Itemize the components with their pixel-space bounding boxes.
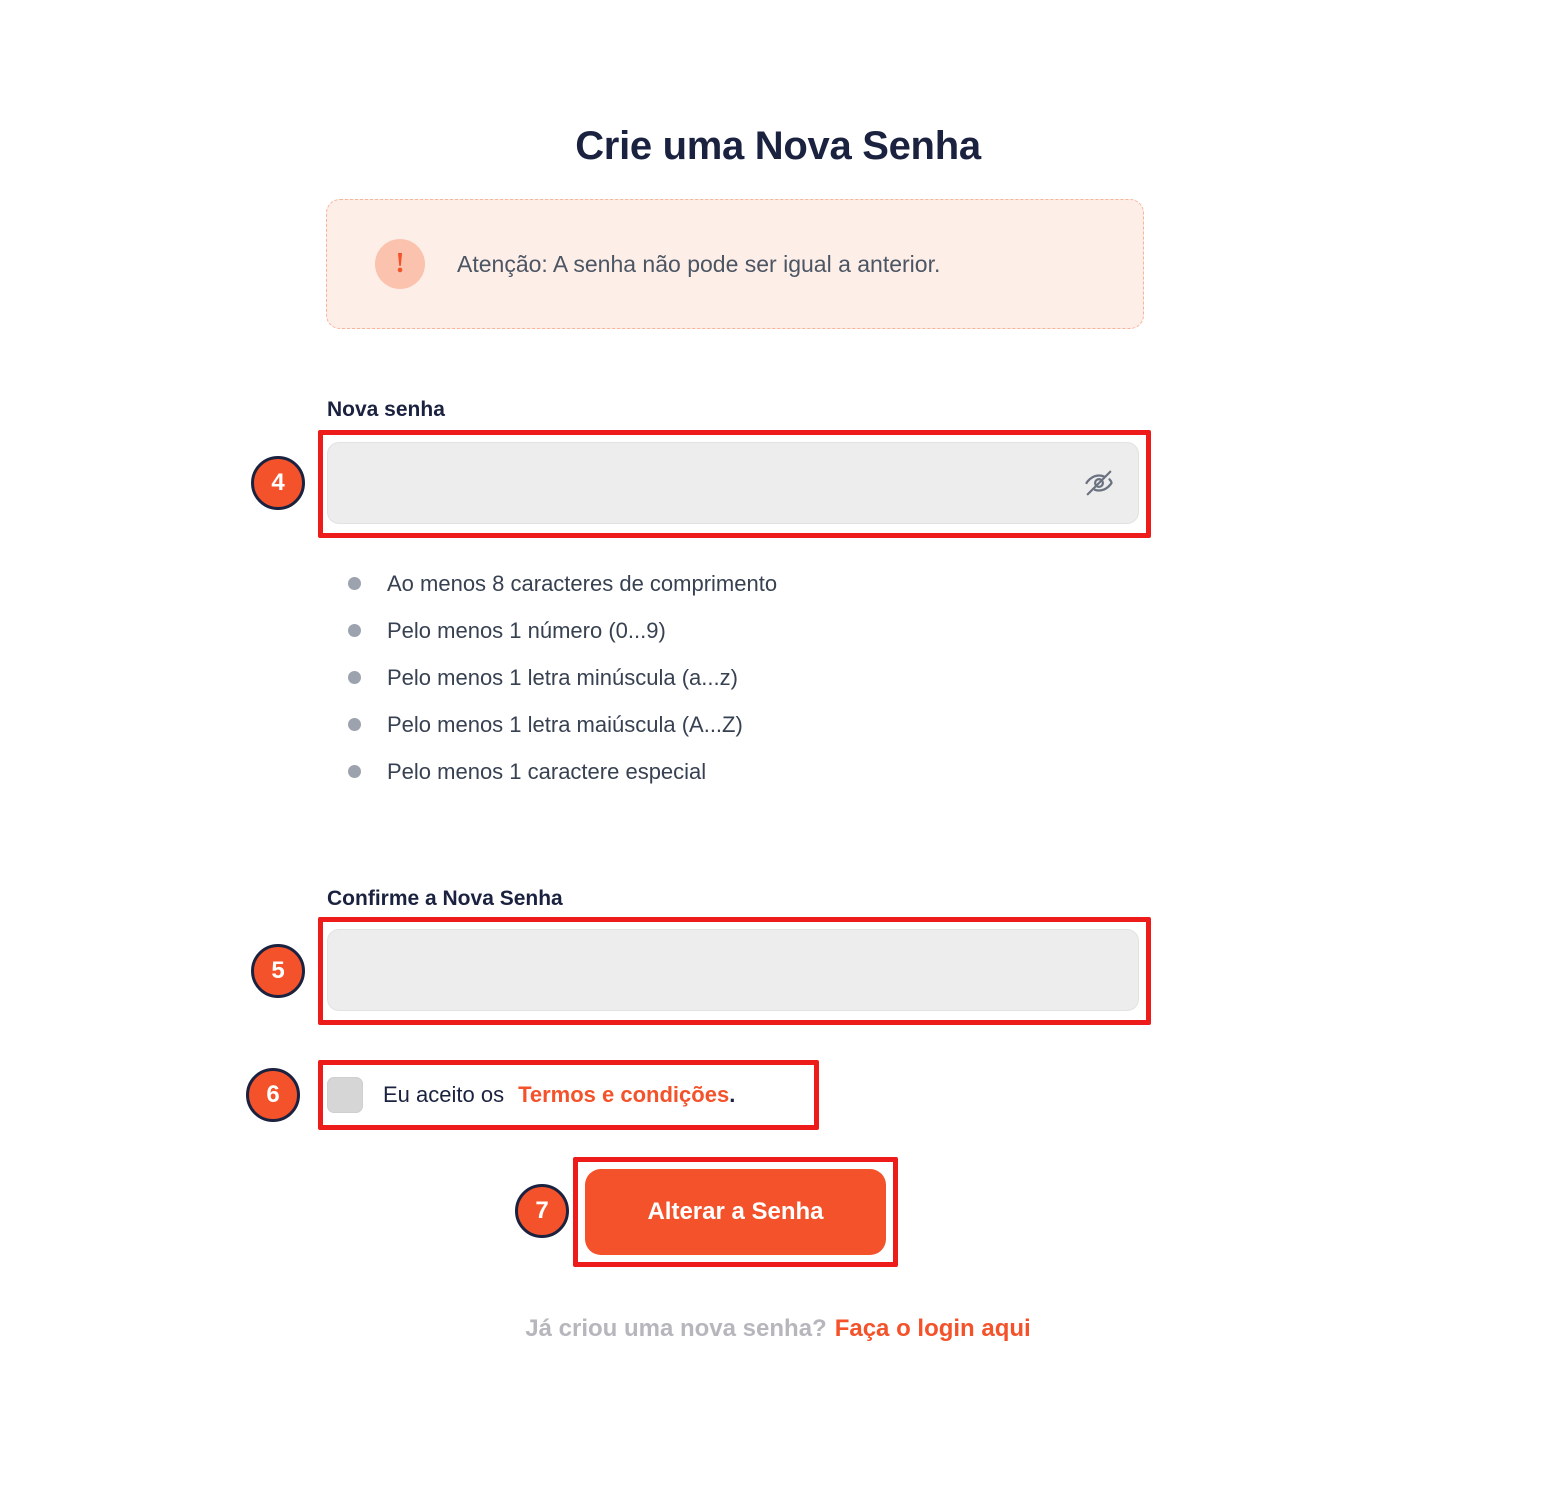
alert-message: Atenção: A senha não pode ser igual a anterior. bbox=[457, 250, 941, 277]
bullet-icon bbox=[348, 671, 361, 684]
login-prompt bbox=[0, 1315, 1556, 1343]
warning-alert bbox=[326, 199, 1144, 329]
step-badge-6: 6 bbox=[246, 1068, 300, 1122]
list-item bbox=[348, 654, 1148, 701]
confirm-password-input[interactable] bbox=[327, 929, 1139, 1011]
requirement-text: Pelo menos 1 número (0...9) bbox=[387, 617, 666, 643]
step-badge-5: 5 bbox=[251, 944, 305, 998]
step-badge-7: 7 bbox=[515, 1184, 569, 1238]
bullet-icon bbox=[348, 765, 361, 778]
terms-text: Eu aceito os bbox=[383, 1082, 505, 1107]
new-password-input[interactable] bbox=[327, 442, 1139, 524]
terms-and-conditions-link[interactable]: Termos e condições bbox=[518, 1082, 730, 1107]
login-prompt-text: Já criou uma nova senha? bbox=[525, 1315, 827, 1342]
list-item bbox=[348, 607, 1148, 654]
requirement-text: Pelo menos 1 caractere especial bbox=[387, 758, 707, 784]
password-requirements-list bbox=[348, 560, 1148, 795]
requirement-text: Ao menos 8 caracteres de comprimento bbox=[387, 570, 778, 596]
terms-checkbox[interactable] bbox=[327, 1077, 363, 1113]
submit-button[interactable]: Alterar a Senha bbox=[585, 1169, 886, 1255]
page-title: Crie uma Nova Senha bbox=[575, 124, 981, 168]
bullet-icon bbox=[348, 718, 361, 731]
bullet-icon bbox=[348, 624, 361, 637]
new-password-field[interactable] bbox=[350, 470, 1082, 496]
terms-period: . bbox=[729, 1082, 736, 1107]
exclamation-icon: ! bbox=[375, 239, 425, 289]
list-item bbox=[348, 748, 1148, 795]
bullet-icon bbox=[348, 577, 361, 590]
eye-off-icon[interactable] bbox=[1082, 466, 1116, 500]
requirement-text: Pelo menos 1 letra maiúscula (A...Z) bbox=[387, 711, 743, 737]
step-badge-4: 4 bbox=[251, 456, 305, 510]
list-item bbox=[348, 701, 1148, 748]
login-link[interactable]: Faça o login aqui bbox=[834, 1315, 1031, 1342]
confirm-password-field[interactable] bbox=[350, 957, 1116, 983]
terms-checkbox-row[interactable] bbox=[327, 1072, 735, 1118]
list-item bbox=[348, 560, 1148, 607]
requirement-text: Pelo menos 1 letra minúscula (a...z) bbox=[387, 664, 738, 690]
new-password-label: Nova senha bbox=[327, 398, 445, 421]
confirm-password-label: Confirme a Nova Senha bbox=[327, 887, 563, 910]
